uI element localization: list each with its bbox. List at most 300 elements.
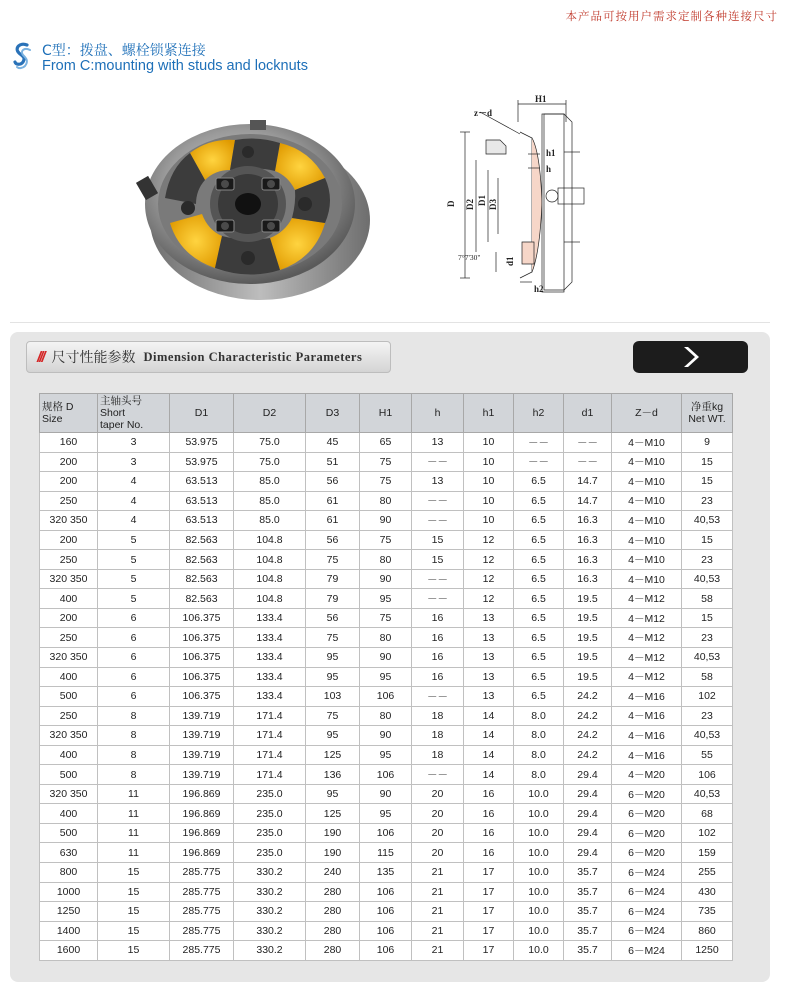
table-cell: 21 (412, 863, 464, 883)
table-cell: 12 (464, 550, 514, 570)
table-cell: 330.2 (234, 902, 306, 922)
table-cell: 125 (306, 745, 360, 765)
table-cell: 35.7 (564, 902, 612, 922)
table-cell: 10.0 (514, 921, 564, 941)
table-cell: 21 (412, 882, 464, 902)
table-cell: 23 (682, 550, 733, 570)
table-cell: 6.5 (514, 687, 564, 707)
table-cell: 400 (40, 589, 98, 609)
column-header (360, 394, 412, 433)
table-cell: 200 (40, 608, 98, 628)
table-cell: 196.869 (170, 843, 234, 863)
table-row (40, 628, 733, 648)
table-row (40, 433, 733, 453)
table-cell: 6.5 (514, 530, 564, 550)
cross-section-drawing (440, 92, 620, 297)
table-cell: 10 (464, 472, 514, 492)
chevron-right-icon (678, 345, 704, 369)
column-header-line: 主轴头号 (100, 395, 142, 407)
column-header (612, 394, 682, 433)
table-cell: 82.563 (170, 589, 234, 609)
table-cell: 14 (464, 745, 514, 765)
column-header-line: h1 (482, 407, 495, 419)
table-cell: 11 (98, 804, 170, 824)
table-cell: 29.4 (564, 804, 612, 824)
table-cell: 80 (360, 628, 412, 648)
table-cell: 1000 (40, 882, 98, 902)
table-cell: 55 (682, 745, 733, 765)
table-cell: 4－M12 (612, 628, 682, 648)
table-cell: 16 (464, 804, 514, 824)
table-cell: 10 (464, 452, 514, 472)
table-cell: 14.7 (564, 491, 612, 511)
table-cell: 235.0 (234, 843, 306, 863)
table-cell: 18 (412, 706, 464, 726)
table-cell: 23 (682, 706, 733, 726)
table-cell: 29.4 (564, 765, 612, 785)
table-cell: 15 (98, 863, 170, 883)
table-cell: 75 (360, 608, 412, 628)
column-header-line: h2 (532, 407, 545, 419)
table-cell: 75 (360, 452, 412, 472)
table-cell: 196.869 (170, 784, 234, 804)
table-cell: 16 (464, 823, 514, 843)
table-cell: －－ (412, 569, 464, 589)
table-cell: 19.5 (564, 648, 612, 668)
table-cell: 235.0 (234, 784, 306, 804)
table-cell: 133.4 (234, 608, 306, 628)
table-cell: 90 (360, 784, 412, 804)
table-cell: 21 (412, 902, 464, 922)
table-cell: 15 (98, 882, 170, 902)
table-cell: 320 350 (40, 726, 98, 746)
table-cell: 8 (98, 726, 170, 746)
table-cell: 82.563 (170, 569, 234, 589)
table-cell: 23 (682, 491, 733, 511)
table-cell: 16.3 (564, 569, 612, 589)
table-cell: 320 350 (40, 569, 98, 589)
title-chinese: C型：拨盘、螺栓锁紧连接 (42, 43, 206, 59)
table-cell: 6－M20 (612, 804, 682, 824)
table-cell: 280 (306, 902, 360, 922)
table-cell: 3 (98, 452, 170, 472)
table-cell: 17 (464, 941, 514, 961)
table-cell: 11 (98, 843, 170, 863)
slash-marks-icon: /// (37, 348, 44, 366)
table-cell: 16 (464, 784, 514, 804)
table-cell: 14.7 (564, 472, 612, 492)
table-cell: 24.2 (564, 745, 612, 765)
table-cell: 106.375 (170, 628, 234, 648)
table-cell: 82.563 (170, 530, 234, 550)
table-cell: 16.3 (564, 530, 612, 550)
table-cell: 29.4 (564, 823, 612, 843)
table-cell: 20 (412, 804, 464, 824)
table-cell: 102 (682, 823, 733, 843)
table-cell: 133.4 (234, 628, 306, 648)
table-cell: －－ (564, 452, 612, 472)
table-cell: 90 (360, 648, 412, 668)
table-cell: 6.5 (514, 511, 564, 531)
table-cell: 75.0 (234, 452, 306, 472)
table-cell: 4－M12 (612, 667, 682, 687)
table-cell: 95 (360, 589, 412, 609)
table-cell: 6 (98, 667, 170, 687)
table-row (40, 648, 733, 668)
column-header-line: Size (42, 413, 63, 425)
table-cell: 10 (464, 491, 514, 511)
table-cell: 3 (98, 433, 170, 453)
table-cell: 106.375 (170, 687, 234, 707)
table-cell: 285.775 (170, 921, 234, 941)
table-cell: 56 (306, 530, 360, 550)
table-cell: 4－M10 (612, 511, 682, 531)
table-cell: 40,53 (682, 569, 733, 589)
table-cell: 139.719 (170, 706, 234, 726)
table-cell: 250 (40, 628, 98, 648)
table-cell: －－ (412, 765, 464, 785)
table-cell: 320 350 (40, 648, 98, 668)
table-row (40, 530, 733, 550)
table-cell: 75 (306, 550, 360, 570)
table-cell: 10 (464, 511, 514, 531)
table-cell: 106.375 (170, 667, 234, 687)
table-cell: 250 (40, 491, 98, 511)
table-cell: 133.4 (234, 648, 306, 668)
table-cell: －－ (412, 589, 464, 609)
table-cell: 13 (412, 433, 464, 453)
table-cell: 106 (360, 823, 412, 843)
table-cell: 320 350 (40, 511, 98, 531)
table-cell: 8 (98, 745, 170, 765)
table-cell: 16.3 (564, 550, 612, 570)
table-cell: 6－M24 (612, 863, 682, 883)
table-cell: 4－M10 (612, 472, 682, 492)
table-cell: 58 (682, 589, 733, 609)
column-header (306, 394, 360, 433)
table-cell: 8 (98, 765, 170, 785)
label-d1: d1 (505, 256, 515, 266)
section-header-english: Dimension Characteristic Parameters (143, 349, 363, 364)
table-row (40, 823, 733, 843)
column-header (412, 394, 464, 433)
table-cell: 85.0 (234, 491, 306, 511)
table-cell: 63.513 (170, 472, 234, 492)
table-cell: 4－M10 (612, 550, 682, 570)
table-cell: 6－M24 (612, 941, 682, 961)
table-cell: 171.4 (234, 745, 306, 765)
table-cell: 75 (360, 530, 412, 550)
column-header (170, 394, 234, 433)
table-cell: 18 (412, 726, 464, 746)
table-cell: 800 (40, 863, 98, 883)
table-cell: 53.975 (170, 433, 234, 453)
table-cell: 190 (306, 823, 360, 843)
chuck-product-photo (130, 108, 380, 308)
table-cell: 500 (40, 823, 98, 843)
table-cell: 17 (464, 863, 514, 883)
table-cell: 6 (98, 648, 170, 668)
table-cell: 6.5 (514, 667, 564, 687)
column-header-line: 规格 D (42, 401, 74, 413)
table-cell: 4－M12 (612, 589, 682, 609)
table-cell: 500 (40, 765, 98, 785)
table-cell: 139.719 (170, 745, 234, 765)
column-header-line: 净重kg (690, 401, 724, 413)
table-cell: 6－M20 (612, 823, 682, 843)
table-cell: 90 (360, 726, 412, 746)
table-cell: 14 (464, 706, 514, 726)
table-cell: 160 (40, 433, 98, 453)
table-cell: 330.2 (234, 921, 306, 941)
table-cell: 106 (360, 941, 412, 961)
table-cell: 10.0 (514, 784, 564, 804)
logo-s-icon (12, 42, 34, 70)
table-cell: 24.2 (564, 726, 612, 746)
table-cell: 12 (464, 530, 514, 550)
table-row (40, 882, 733, 902)
table-cell: 15 (682, 608, 733, 628)
table-cell: 430 (682, 882, 733, 902)
table-row (40, 941, 733, 961)
table-cell: 135 (360, 863, 412, 883)
table-row (40, 706, 733, 726)
table-cell: 106 (682, 765, 733, 785)
table-cell: 104.8 (234, 550, 306, 570)
table-cell: 16.3 (564, 511, 612, 531)
table-cell: 139.719 (170, 726, 234, 746)
table-cell: 80 (360, 550, 412, 570)
table-cell: 190 (306, 843, 360, 863)
table-cell: 10.0 (514, 941, 564, 961)
table-cell: 103 (306, 687, 360, 707)
table-cell: 90 (360, 569, 412, 589)
table-cell: －－ (514, 452, 564, 472)
table-cell: 13 (412, 472, 464, 492)
table-cell: 104.8 (234, 530, 306, 550)
table-cell: 15 (682, 452, 733, 472)
table-cell: 4 (98, 491, 170, 511)
table-cell: 280 (306, 941, 360, 961)
table-cell: 133.4 (234, 667, 306, 687)
table-cell: 19.5 (564, 608, 612, 628)
table-cell: 6－M20 (612, 843, 682, 863)
table-cell: 75 (306, 706, 360, 726)
table-cell: 8.0 (514, 745, 564, 765)
table-row (40, 491, 733, 511)
table-cell: 4－M16 (612, 745, 682, 765)
table-cell: 9 (682, 433, 733, 453)
table-cell: 4－M10 (612, 452, 682, 472)
table-cell: 61 (306, 511, 360, 531)
table-cell: 15 (682, 472, 733, 492)
table-cell: 19.5 (564, 667, 612, 687)
table-cell: 10.0 (514, 823, 564, 843)
table-cell: 171.4 (234, 765, 306, 785)
column-header-line: taper No. (100, 419, 144, 431)
table-cell: 4 (98, 511, 170, 531)
table-cell: 5 (98, 530, 170, 550)
table-cell: 23 (682, 628, 733, 648)
table-cell: 14 (464, 765, 514, 785)
table-cell: 40,53 (682, 784, 733, 804)
table-cell: 95 (306, 726, 360, 746)
table-cell: －－ (564, 433, 612, 453)
table-cell: 240 (306, 863, 360, 883)
dimension-parameters-table (39, 393, 733, 961)
label-h1: h1 (546, 148, 556, 158)
table-cell: 16 (412, 608, 464, 628)
table-cell: 6.5 (514, 491, 564, 511)
table-row (40, 784, 733, 804)
table-cell: 200 (40, 452, 98, 472)
table-cell: 200 (40, 472, 98, 492)
table-cell: 65 (360, 433, 412, 453)
table-cell: 15 (412, 530, 464, 550)
table-cell: 80 (360, 491, 412, 511)
label-D1: D1 (477, 195, 487, 206)
table-cell: 11 (98, 784, 170, 804)
table-cell: 75.0 (234, 433, 306, 453)
table-cell: 400 (40, 804, 98, 824)
table-cell: 1600 (40, 941, 98, 961)
table-cell: 35.7 (564, 882, 612, 902)
table-cell: 75 (306, 628, 360, 648)
table-cell: 196.869 (170, 804, 234, 824)
column-header (98, 394, 170, 433)
table-row (40, 921, 733, 941)
table-cell: 6.5 (514, 472, 564, 492)
table-cell: 6－M24 (612, 882, 682, 902)
table-cell: 115 (360, 843, 412, 863)
table-cell: 15 (412, 550, 464, 570)
table-cell: 95 (360, 745, 412, 765)
table-cell: 20 (412, 843, 464, 863)
table-cell: －－ (412, 511, 464, 531)
table-cell: 75 (360, 472, 412, 492)
table-cell: 17 (464, 882, 514, 902)
table-row (40, 452, 733, 472)
next-button[interactable] (633, 341, 748, 373)
table-cell: 250 (40, 706, 98, 726)
table-cell: 106 (360, 765, 412, 785)
table-cell: 330.2 (234, 882, 306, 902)
label-D2: D2 (465, 199, 475, 210)
table-cell: 13 (464, 667, 514, 687)
column-header-line: Short (100, 407, 126, 419)
column-header-line: D3 (325, 407, 340, 419)
table-cell: 235.0 (234, 823, 306, 843)
table-cell: 95 (360, 667, 412, 687)
table-cell: 79 (306, 569, 360, 589)
table-cell: 10.0 (514, 902, 564, 922)
table-cell: 104.8 (234, 589, 306, 609)
table-cell: 1400 (40, 921, 98, 941)
table-cell: 4－M20 (612, 765, 682, 785)
table-cell: 15 (98, 941, 170, 961)
table-cell: 6.5 (514, 550, 564, 570)
table-cell: 13 (464, 648, 514, 668)
table-row (40, 726, 733, 746)
table-cell: 13 (464, 608, 514, 628)
label-h2: h2 (534, 284, 544, 294)
table-cell: －－ (412, 491, 464, 511)
table-cell: 125 (306, 804, 360, 824)
column-header-line: Z－d (635, 407, 658, 419)
table-row (40, 843, 733, 863)
table-cell: 6.5 (514, 569, 564, 589)
table-cell: 330.2 (234, 941, 306, 961)
table-cell: 35.7 (564, 941, 612, 961)
table-cell: 139.719 (170, 765, 234, 785)
table-cell: 5 (98, 589, 170, 609)
table-cell: 19.5 (564, 628, 612, 648)
table-cell: 29.4 (564, 843, 612, 863)
table-cell: 24.2 (564, 687, 612, 707)
table-cell: 17 (464, 921, 514, 941)
table-cell: 6.5 (514, 589, 564, 609)
label-H1: H1 (535, 94, 547, 104)
table-cell: 4－M10 (612, 530, 682, 550)
table-cell: 285.775 (170, 882, 234, 902)
table-cell: 6.5 (514, 628, 564, 648)
table-cell: 1250 (40, 902, 98, 922)
table-cell: 11 (98, 823, 170, 843)
table-cell: 63.513 (170, 511, 234, 531)
table-row (40, 863, 733, 883)
table-row (40, 569, 733, 589)
column-header (514, 394, 564, 433)
column-header-line: D1 (194, 407, 209, 419)
table-cell: 133.4 (234, 687, 306, 707)
table-cell: 6 (98, 687, 170, 707)
table-cell: 5 (98, 569, 170, 589)
table-cell: 6.5 (514, 648, 564, 668)
table-cell: 82.563 (170, 550, 234, 570)
table-cell: 13 (464, 628, 514, 648)
table-cell: 79 (306, 589, 360, 609)
table-cell: 4－M10 (612, 569, 682, 589)
table-cell: 56 (306, 608, 360, 628)
section-divider (10, 322, 770, 323)
table-cell: 95 (306, 648, 360, 668)
table-cell: 102 (682, 687, 733, 707)
table-cell: 19.5 (564, 589, 612, 609)
table-cell: 21 (412, 921, 464, 941)
title-english: From C:mounting with studs and locknuts (42, 58, 308, 74)
table-cell: 40,53 (682, 726, 733, 746)
table-cell: 4－M16 (612, 726, 682, 746)
table-cell: 15 (98, 902, 170, 922)
table-cell: 8.0 (514, 726, 564, 746)
table-cell: 6 (98, 608, 170, 628)
table-cell: 735 (682, 902, 733, 922)
table-cell: 17 (464, 902, 514, 922)
column-header-line: d1 (581, 407, 594, 419)
table-cell: 29.4 (564, 784, 612, 804)
custom-connection-note: 本产品可按用户需求定制各种连接尺寸 (565, 9, 778, 23)
column-header-line: Net WT. (688, 413, 726, 425)
table-cell: 35.7 (564, 863, 612, 883)
table-cell: －－ (412, 452, 464, 472)
table-cell: 20 (412, 823, 464, 843)
table-cell: 16 (412, 648, 464, 668)
table-row (40, 667, 733, 687)
label-zd: z－d (474, 108, 493, 118)
table-cell: 4－M16 (612, 706, 682, 726)
table-cell: 51 (306, 452, 360, 472)
table-cell: 4－M12 (612, 608, 682, 628)
